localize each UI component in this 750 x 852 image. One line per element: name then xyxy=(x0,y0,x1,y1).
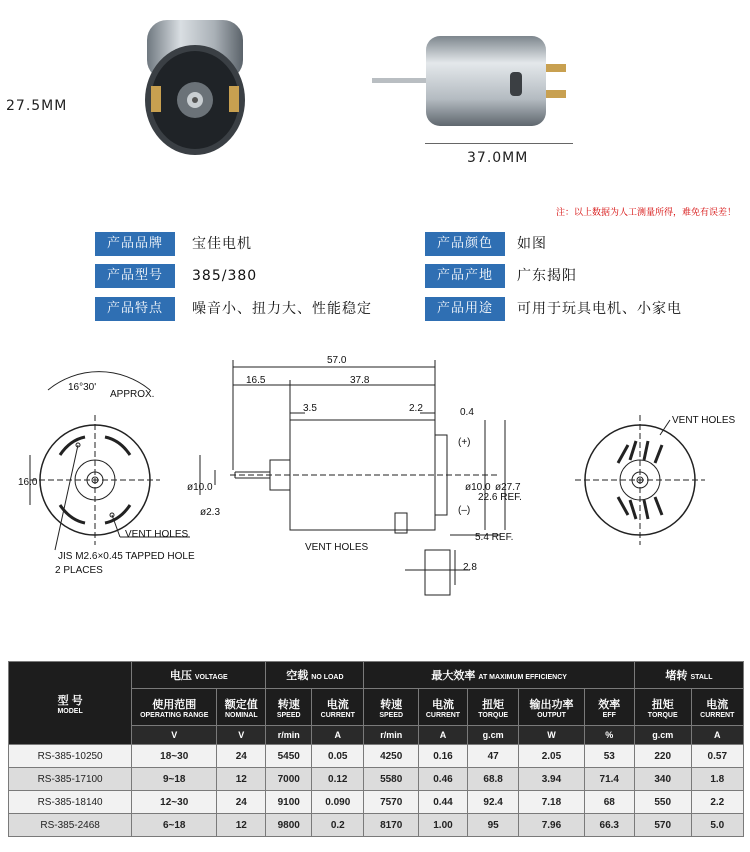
col-header: 效率 EFF xyxy=(584,689,634,726)
dim-length-label: 37.0MM xyxy=(467,150,529,166)
spec-label-color: 产品颜色 xyxy=(425,232,505,256)
col-header: 电流 CURRENT xyxy=(312,689,364,726)
dim-16-label: 16.0 xyxy=(18,477,38,488)
unit-cell: g.cm xyxy=(634,726,691,745)
dim-57-label: 57.0 xyxy=(327,355,347,366)
spec-label-usage: 产品用途 xyxy=(425,297,505,321)
two-places-label: 2 PLACES xyxy=(55,565,103,576)
unit-cell: g.cm xyxy=(468,726,519,745)
unit-cell: r/min xyxy=(364,726,419,745)
spec-label-model: 产品型号 xyxy=(95,264,175,288)
dia23-label: ø2.3 xyxy=(200,507,221,518)
motor-end-photo xyxy=(135,10,255,160)
spec-value-features: 噪音小、扭力大、性能稳定 xyxy=(192,301,372,317)
dia10a-label: ø10.0 xyxy=(187,482,213,493)
table-row: RS-385-2468 6~18 12 9800 0.2 8170 1.00 95 7.96 66.3 570 5.0 xyxy=(9,814,744,837)
voltage-group-header: 电压 VOLTAGE xyxy=(132,662,266,689)
vent-holes-right-label: VENT HOLES xyxy=(672,415,736,426)
col-header: 额定值 NOMINAL xyxy=(217,689,266,726)
dim-165-label: 16.5 xyxy=(246,375,266,386)
stall-group-header: 堵转 STALL xyxy=(634,662,743,689)
col-header: 电流 CURRENT xyxy=(691,689,743,726)
table-row: RS-385-10250 18~30 24 5450 0.05 4250 0.16 47 2.05 53 220 0.57 xyxy=(9,745,744,768)
table-row: RS-385-17100 9~18 12 7000 0.12 5580 0.46 68.8 3.94 71.4 340 1.8 xyxy=(9,768,744,791)
vent-holes-left-label: VENT HOLES xyxy=(125,529,189,540)
col-header: 电流 CURRENT xyxy=(418,689,467,726)
tapped-hole-label: JIS M2.6×0.45 TAPPED HOLE xyxy=(58,551,195,562)
spec-value-origin: 广东揭阳 xyxy=(517,268,577,284)
spec-value-color: 如图 xyxy=(517,236,547,252)
dia277-label: ø27.7 xyxy=(495,482,521,493)
spec-value-model: 385/380 xyxy=(192,268,258,284)
plus-terminal-label: (+) xyxy=(458,437,471,448)
col-header: 扭矩 TORQUE xyxy=(634,689,691,726)
unit-cell: r/min xyxy=(266,726,312,745)
spec-label-features: 产品特点 xyxy=(95,297,175,321)
col-header: 扭矩 TORQUE xyxy=(468,689,519,726)
unit-cell: V xyxy=(217,726,266,745)
dim-226-label: 22.6 REF. xyxy=(478,492,522,503)
col-header: 转速 SPEED xyxy=(364,689,419,726)
col-header: 转速 SPEED xyxy=(266,689,312,726)
dim-height-label: 27.5MM xyxy=(6,98,68,114)
unit-cell: A xyxy=(691,726,743,745)
dim-54-label: 5.4 REF. xyxy=(475,532,514,543)
approx-angle-label: 16°30' xyxy=(68,382,97,393)
model-header: 型 号 MODEL xyxy=(9,662,132,745)
dim-28-label: 2.8 xyxy=(463,562,477,573)
dia10b-label: ø10.0 xyxy=(465,482,491,493)
motor-side-photo xyxy=(370,30,580,140)
unit-cell: A xyxy=(418,726,467,745)
approx-label: APPROX. xyxy=(110,389,155,400)
col-header: 输出功率 OUTPUT xyxy=(519,689,584,726)
unit-cell: A xyxy=(312,726,364,745)
dim-22-label: 2.2 xyxy=(409,403,423,414)
spec-label-brand: 产品品牌 xyxy=(95,232,175,256)
dim-378-label: 37.8 xyxy=(350,375,370,386)
unit-cell: % xyxy=(584,726,634,745)
unit-cell: V xyxy=(132,726,217,745)
spec-value-usage: 可用于玩具电机、小家电 xyxy=(517,301,682,317)
vent-holes-mid-label: VENT HOLES xyxy=(305,542,369,553)
spec-label-origin: 产品产地 xyxy=(425,264,505,288)
unit-cell: W xyxy=(519,726,584,745)
spec-value-brand: 宝佳电机 xyxy=(192,236,252,252)
col-header: 使用范围 OPERATING RANGE xyxy=(132,689,217,726)
minus-terminal-label: (–) xyxy=(458,505,471,516)
dim-35-label: 3.5 xyxy=(303,403,317,414)
length-dimension-line xyxy=(425,143,573,144)
measurement-note: 注：以上数据为人工测量所得，难免有误差！ xyxy=(555,208,736,218)
noload-group-header: 空载 NO LOAD xyxy=(266,662,364,689)
dim-04-label: 0.4 xyxy=(460,407,474,418)
table-row: RS-385-18140 12~30 24 9100 0.090 7570 0.44 92.4 7.18 68 550 2.2 xyxy=(9,791,744,814)
efficiency-group-header: 最大效率 AT MAXIMUM EFFICIENCY xyxy=(364,662,634,689)
performance-table xyxy=(8,661,744,837)
technical-drawing xyxy=(0,345,750,615)
